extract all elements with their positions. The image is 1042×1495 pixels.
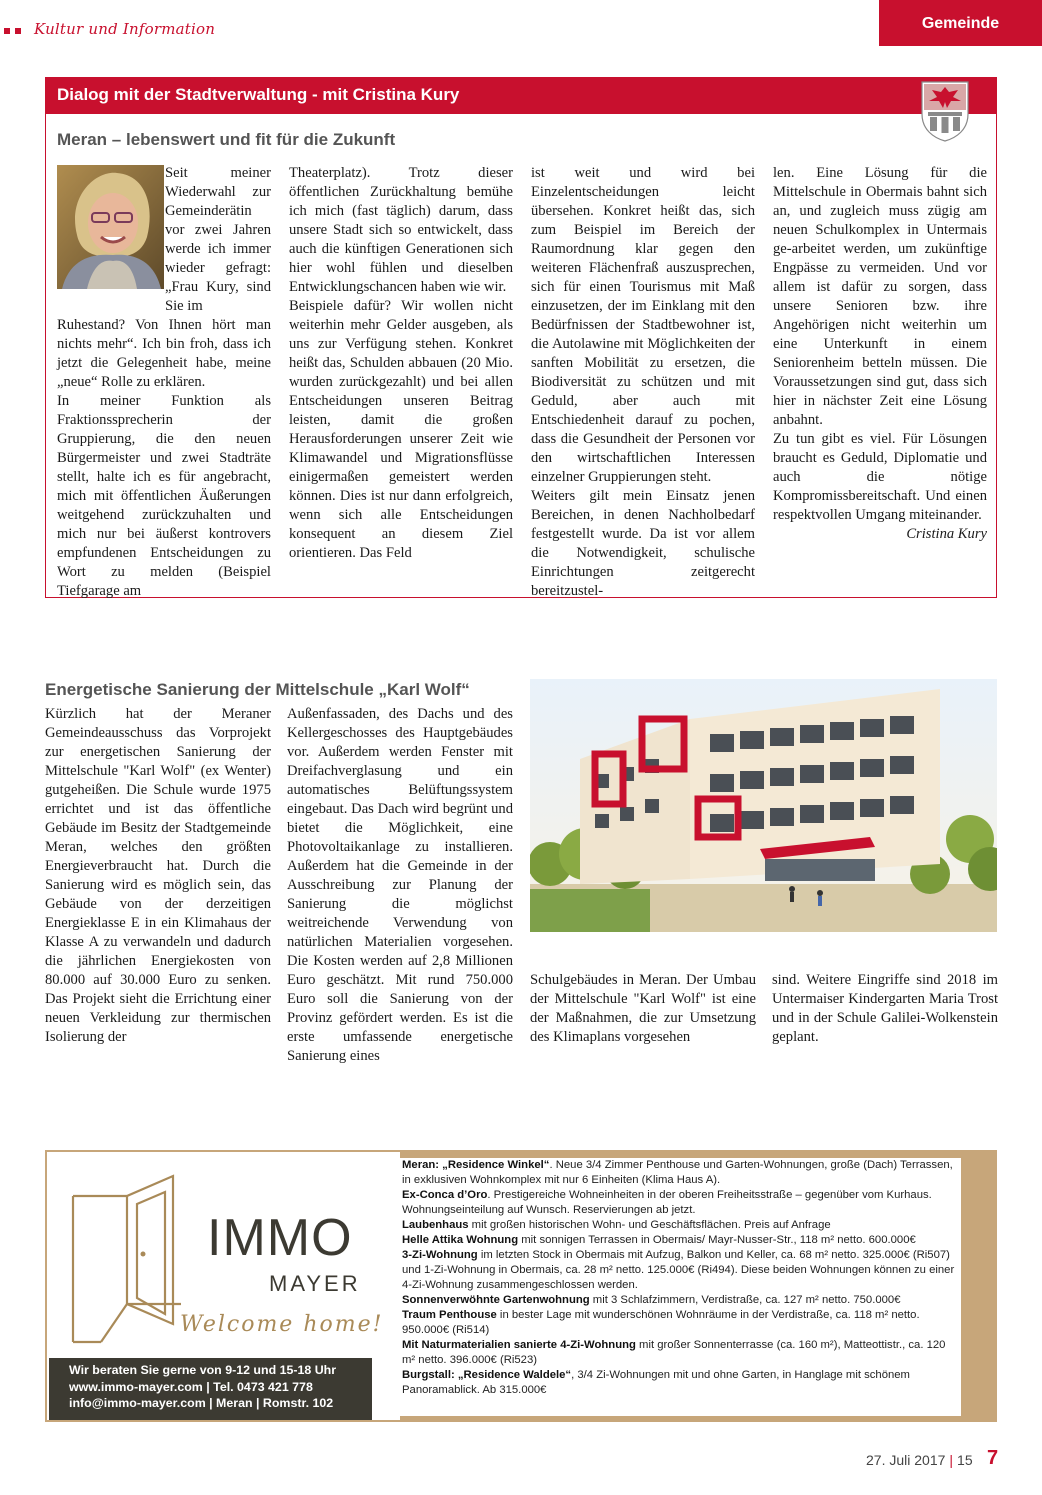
paragraph: Seit meiner Wiederwahl zur Gemeinderätin vor zwei Jahren werde ich immer wieder gefragt: „Frau Kury, sind Sie im xyxy=(165,165,271,314)
ad-listings xyxy=(400,1158,961,1416)
listing-item: 3-Zi-Wohnung im letzten Stock in Obermais mit Aufzug, Balkon und Keller, ca. 68 m² netto. 325.000€ (Ri507) und 1-Zi-Wohnung in Obermais, ca. 28 m² netto. 125.000€ (Ri494). Diese beiden Wohnungen können zu einer 4-Zi-Wohnung zusammengeschlossen werden. xyxy=(402,1249,955,1291)
section-marker-dots xyxy=(4,28,21,34)
listing-item: Ex-Conca d’Oro. Prestigereiche Wohneinheiten in der oberen Freiheitsstraße – gegenüber vom Kurhaus. Wohnungseinteilung auf Wunsch. Reservierungen ab jetzt. xyxy=(402,1189,932,1216)
article-subtitle: Meran – lebenswert und fit für die Zukunft xyxy=(57,130,396,149)
issue-date: 27. Juli 2017 xyxy=(866,1452,946,1468)
article-column-2 xyxy=(289,164,513,563)
issue-number: 15 xyxy=(957,1452,973,1468)
article2-column-2: Außenfassaden, des Dachs und des Kellergeschosses des Hauptgebäudes vor. Außerdem werden Fenster mit Dreifachverglasung und ein automatisches Belüftungssystem eingebaut. Das Dach wird begrünt und bietet die Möglichkeit, eine Photovoltaikanlage zu installieren. Außerdem hat die Gemeinde in der Ausschreibung zur Planung der Sanierung die möglichst weitreichende Verwendung von natürlichen Materialien vorgesehen. Die Kosten werden auf 2,8 Millionen Euro geschätzt. Mit rund 750.000 Euro soll die Sanierung von der Provinz gefördert werden. Es ist die erste umfassende energetische Sanierung eines xyxy=(287,706,513,1064)
ad-logo-panel xyxy=(47,1152,400,1420)
article-column-4 xyxy=(773,164,987,544)
paragraph: ist weit und wird bei Einzelentscheidungen leicht übersehen. Konkret heißt das, sich zum Beispiel im Bereich der Raumordnung klar gegen den weiteren Flächenfraß auszusprechen, sich für einen Tourismus mit Maß einzusetzen, der im Einklang mit den Bedürfnissen der Stadtbewohner ist, die Autolawine mit Möglichkeiten der sanften Mobilität zu ersetzen, die Biodiversität zu schützen und mit Geduld, aber auch mit Entschiedenheit darauf zu pochen, dass die Gesundheit der Personen vor den wirtschaftlichen Interessen einzelner Gruppierungen steht. xyxy=(531,165,755,485)
paragraph: Ruhestand? Von Ihnen hört man nichts mehr“. Ich bin froh, dass ich jetzt die Gelegenheit habe, meine „neue“ Rolle zu erklären. xyxy=(57,317,271,390)
category-tab: Gemeinde xyxy=(879,0,1042,46)
ad-web-phone: www.immo-mayer.com | Tel. 0473 421 778 xyxy=(69,1379,313,1394)
paragraph: Beispiele dafür? Wir wollen nicht weiterhin mehr Gelder ausgeben, als uns zur Verfügung stehen. Konkret heißt das, Schulden abbauen (20 Mio. wurden zurückgezahlt) und bei allen Entscheidungen unseren Beitrag leisten, damit die großen Herausforderungen unserer Zeit wie Klimawandel und Migrationsflüsse einigermaßen gemeistert werden können. Dies ist nur dann erfolgreich, wenn sich alle Entscheidungen konsequent an diesem Ziel orientieren. Das Feld xyxy=(289,298,513,561)
listing-item: Meran: „Residence Winkel“. Neue 3/4 Zimmer Penthouse und Garten-Wohnungen, große (Dach) Terrassen, in exklusiven Wohnkomplex mit nur 6 Einheiten (Klima Haus A). xyxy=(402,1159,953,1186)
article2-column-3: Schulgebäudes in Meran. Der Umbau der Mittelschule "Karl Wolf" ist eine der Maßnahmen, die zur Umsetzung des Klimaplans vorgesehen xyxy=(530,972,756,1045)
ad-tagline: Welcome home! xyxy=(180,1312,384,1337)
paragraph: Zu tun gibt es viel. Für Lösungen braucht es Geduld, Diplomatie und auch die nötige Kompromissbereitschaft. Und einen respektvollen Umgang miteinander. xyxy=(773,431,987,523)
listing-item: Laubenhaus mit großen historischen Wohn- und Geschäftsflächen. Preis auf Anfrage xyxy=(402,1219,831,1231)
page-footer xyxy=(866,1452,973,1468)
author-portrait xyxy=(57,165,164,289)
ad-contact-block xyxy=(49,1358,372,1420)
listing-item: Mit Naturmaterialien sanierte 4-Zi-Wohnung mit großer Sonnenterrasse (ca. 160 m²), Matteottistr., ca. 120 m² netto. 396.000€ (Ri523) xyxy=(402,1339,946,1366)
paragraph: Theaterplatz). Trotz dieser öffentlichen Zurückhaltung bemühe ich mich (fast täglich) darum, dass unsere Stadt sich so entwickelt, dass auch die künftigen Generationen sich hier wohl fühlen und dieselben Entwicklungschancen haben wie wir. xyxy=(289,165,513,295)
school-building-rendering xyxy=(530,679,997,932)
listing-item: Helle Attika Wohnung mit sonnigen Terrassen in Obermais/ Mayr-Nusser-Str., 118 m² netto. 600.000€ xyxy=(402,1234,916,1246)
page-number: 7 xyxy=(987,1447,999,1469)
ad-email-address: info@immo-mayer.com | Meran | Romstr. 102 xyxy=(69,1396,334,1410)
article2-column-4: sind. Weitere Eingriffe sind 2018 im Untermaiser Kindergarten Maria Trost und in der Schule Galilei-Wolkenstein geplant. xyxy=(772,972,998,1045)
listing-item: Burgstall: „Residence Waldele“, 3/4 Zi-Wohnungen mit und ohne Garten, in Hanglage mit schönem Panoramablick. Ab 315.000€ xyxy=(402,1369,910,1396)
section-title: Kultur und Information xyxy=(34,20,216,38)
listing-item: Traum Penthouse in bester Lage mit wunderschönen Wohnräume in der Verdistraße, ca. 118 m² netto. 950.000€ (Ri514) xyxy=(402,1309,920,1336)
article-column-1-intro xyxy=(165,164,271,316)
article-column-1 xyxy=(57,316,271,601)
merano-coat-of-arms-icon xyxy=(920,80,970,142)
footer-separator: | xyxy=(949,1452,954,1468)
ad-logo-word: IMMO xyxy=(207,1209,353,1267)
article-title: Dialog mit der Stadtverwaltung - mit Cristina Kury xyxy=(57,85,460,104)
author-signature: Cristina Kury xyxy=(906,526,987,542)
paragraph: len. Eine Lösung für die Mittelschule in Obermais bahnt sich an, und zugleich muss zügig am neuen Schulkomplex in Untermais ge-arbeitet werden, um zukünftige Engpässe zu vermeiden. Und vor allem ist dafür zu sorgen, dass unsere Senioren bzw. ihre Angehörigen nicht weiterhin um eine Unterkunft in einem Seniorenheim betteln müssen. Die Voraussetzungen sind gut, dass sich hier in nächster Zeit eine Lösung anbahnt. xyxy=(773,165,987,428)
article2-column-1: Kürzlich hat der Meraner Gemeindeausschuss das Vorprojekt zur energetischen Sanierung der Mittelschule "Karl Wolf" (ex Wenter) gutgeheißen. Die Schule wurde 1975 errichtet und ist das öffentliche Gebäude im Besitz der Stadtgemeinde Meran, welches den größten Energieverbraucht hat. Durch die Sanierung wird es möglich sein, das Gebäude von der derzeitigen Energieklasse E in ein Klimahaus der Klasse A zu verwandeln und dadurch die jährlichen Energiekosten von 80.000 auf 30.000 Euro zu senken. Das Projekt sieht die Errichtung einer neuen Verkleidung zur thermischen Isolierung der xyxy=(45,706,271,1045)
ad-hours: Wir beraten Sie gerne von 9-12 und 15-18 Uhr xyxy=(69,1363,337,1377)
article-dialog-box xyxy=(45,77,997,598)
immo-mayer-advertisement xyxy=(45,1150,997,1422)
door-logo-icon xyxy=(71,1174,181,1344)
paragraph: Weiters gilt mein Einsatz jenen Bereichen, in denen Nachholbedarf festgestellt wurde. Da ist vor allem die Notwendigkeit, schulische Einrichtungen zeitgerecht bereitzustel- xyxy=(531,488,755,599)
paragraph: In meiner Funktion als Fraktionssprecherin der Gruppierung, die den neuen Bürgermeister und zwei Stadträte stellt, halte ich es für angebracht, mich mit öffentlichen Äußerungen weitgehend zurückzuhalten und mich nur bei äußerst kontrovers empfundenen Entscheidungen zu Wort zu melden (Beispiel Tiefgarage am xyxy=(57,393,271,599)
ad-logo-subword: MAYER xyxy=(269,1271,361,1296)
article-column-3 xyxy=(531,164,755,601)
article2-title: Energetische Sanierung der Mittelschule „Karl Wolf“ xyxy=(45,680,470,699)
listing-item: Sonnenverwöhnte Gartenwohnung mit 3 Schlafzimmern, Verdistraße, ca. 127 m² netto. 750.000€ xyxy=(402,1294,901,1306)
